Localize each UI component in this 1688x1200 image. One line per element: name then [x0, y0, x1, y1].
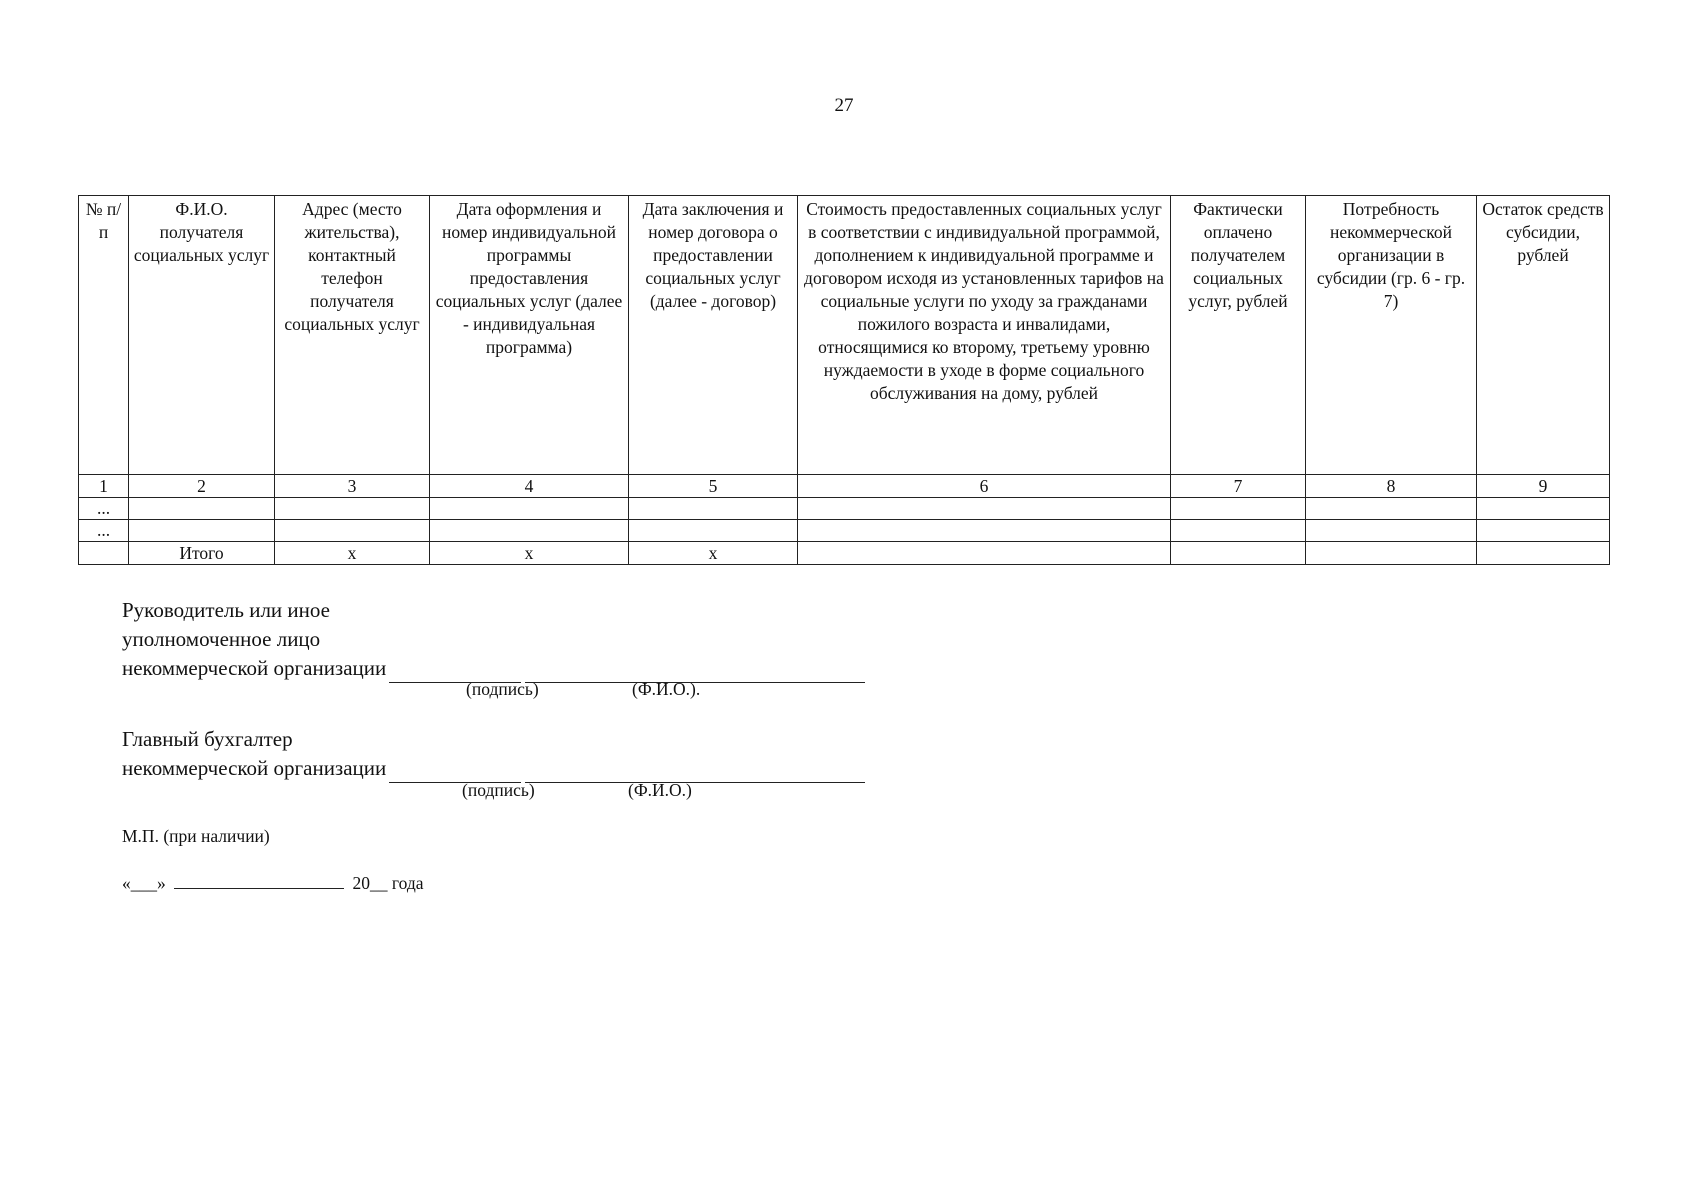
table-cell — [798, 542, 1171, 565]
header-cell: Дата заключения и номер договора о предоставлении социальных услуг (далее - договор) — [629, 196, 798, 475]
accountant-name-caption: (Ф.И.О.) — [628, 780, 692, 800]
accountant-signature-caption: (подпись) — [462, 780, 535, 800]
table-cell — [430, 498, 629, 520]
accountant-org-label: некоммерческой организации — [122, 756, 387, 780]
header-cell: Дата оформления и номер индивидуальной программы предоставления социальных услуг (далее - индивидуальная программа) — [430, 196, 629, 475]
table-cell — [1171, 542, 1306, 565]
date-month-field — [174, 874, 344, 889]
header-cell: № п/п — [79, 196, 129, 475]
total-row — [79, 542, 1610, 565]
table-cell — [1171, 520, 1306, 542]
column-number-cell: 1 — [79, 475, 129, 498]
column-number-cell: 7 — [1171, 475, 1306, 498]
accountant-title-line — [122, 754, 865, 783]
total-label: Итого — [129, 542, 275, 565]
column-number-cell: 9 — [1477, 475, 1610, 498]
date-day-field: «___» — [122, 873, 166, 893]
table-cell — [430, 520, 629, 542]
column-number-cell: 4 — [430, 475, 629, 498]
table-cell — [1306, 542, 1477, 565]
table-cell: x — [430, 542, 629, 565]
table-cell: x — [629, 542, 798, 565]
table-cell — [629, 498, 798, 520]
table-cell — [79, 542, 129, 565]
column-number-cell: 3 — [275, 475, 430, 498]
table-cell — [129, 498, 275, 520]
head-name-caption: (Ф.И.О.). — [632, 679, 701, 699]
header-cell: Адрес (место жительства), контактный телефон получателя социальных услуг — [275, 196, 430, 475]
page-number: 27 — [834, 95, 854, 116]
table-cell — [798, 498, 1171, 520]
header-cell: Стоимость предоставленных социальных услуг в соответствии с индивидуальной программой, дополнением к индивидуальной программе и договором исходя из установленных тарифов на социальные услуги по уходу за гражданами пожилого возраста и инвалидами, относящимися ко второму, третьему уровню нуждаемости в уходе в форме социального обслуживания на дому, рублей — [798, 196, 1171, 475]
header-cell: Потребность некоммерческой организации в субсидии (гр. 6 - гр. 7) — [1306, 196, 1477, 475]
accountant-signature-block — [122, 725, 865, 783]
table-header-row — [79, 196, 1610, 475]
table-cell — [1171, 498, 1306, 520]
table-cell — [129, 520, 275, 542]
date-line — [122, 873, 424, 894]
column-number-cell: 6 — [798, 475, 1171, 498]
head-signature-block — [122, 596, 865, 683]
accountant-title-line: Главный бухгалтер — [122, 727, 293, 751]
table-cell: ... — [79, 520, 129, 542]
table-cell — [275, 520, 430, 542]
accountant-name-line — [525, 762, 865, 783]
column-number-cell: 8 — [1306, 475, 1477, 498]
date-year-text: 20__ года — [352, 873, 424, 893]
table-row — [79, 498, 1610, 520]
table-cell — [1477, 520, 1610, 542]
table-cell: ... — [79, 498, 129, 520]
table-cell — [275, 498, 430, 520]
head-title-line: Руководитель или иное — [122, 598, 330, 622]
column-number-row — [79, 475, 1610, 498]
column-number-cell: 2 — [129, 475, 275, 498]
table-cell — [1306, 498, 1477, 520]
header-cell: Фактически оплачено получателем социальных услуг, рублей — [1171, 196, 1306, 475]
table-cell — [1477, 498, 1610, 520]
table-cell — [1306, 520, 1477, 542]
header-cell: Ф.И.О. получателя социальных услуг — [129, 196, 275, 475]
table-cell — [629, 520, 798, 542]
head-signature-caption: (подпись) — [466, 679, 539, 699]
column-number-cell: 5 — [629, 475, 798, 498]
report-table — [78, 195, 1610, 565]
head-org-label: некоммерческой организации — [122, 656, 387, 680]
table-cell — [1477, 542, 1610, 565]
table-cell: x — [275, 542, 430, 565]
head-title-line: уполномоченное лицо — [122, 627, 321, 651]
seal-note: М.П. (при наличии) — [122, 826, 270, 846]
table-row — [79, 520, 1610, 542]
table-cell — [798, 520, 1171, 542]
header-cell: Остаток средств субсидии, рублей — [1477, 196, 1610, 475]
